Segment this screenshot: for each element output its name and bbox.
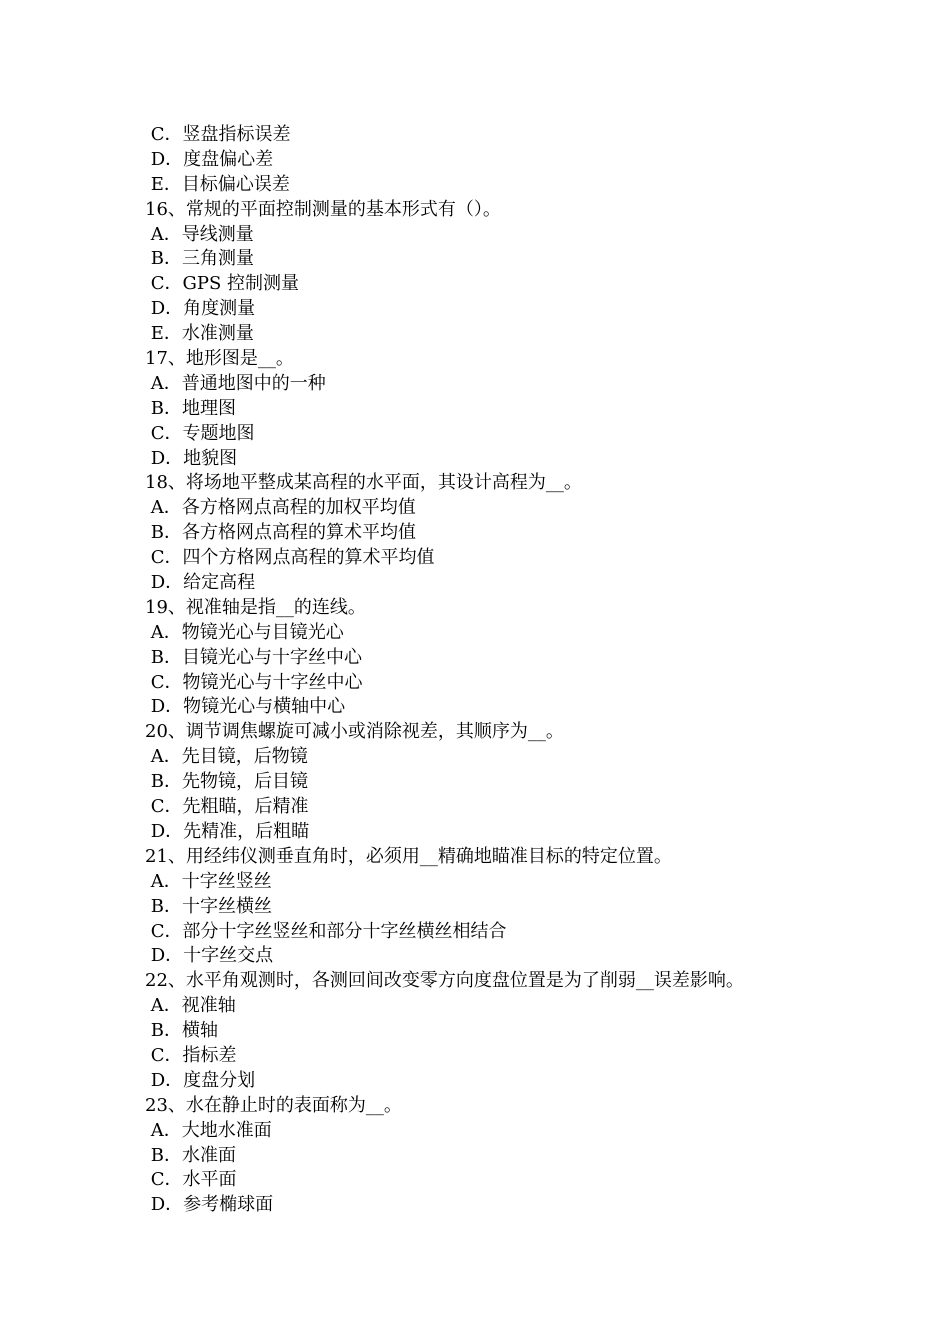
option-line: B．水准面 [145, 1144, 236, 1166]
option-line: D．物镜光心与横轴中心 [145, 696, 346, 718]
option-line: A．先目镜，后物镜 [145, 746, 308, 768]
question-23: 23、水在静止时的表面称为__。 [145, 1094, 402, 1116]
option-line: C．先粗瞄，后精准 [145, 796, 309, 818]
option-line: B．十字丝横丝 [145, 895, 272, 917]
option-line: B．三角测量 [145, 248, 254, 270]
question-19: 19、视准轴是指__的连线。 [145, 596, 366, 618]
option-line: D．十字丝交点 [145, 945, 274, 967]
option-line: B．地理图 [145, 397, 236, 419]
option-line: B．横轴 [145, 1020, 218, 1042]
option-line: C．专题地图 [145, 422, 255, 444]
option-line: D．地貌图 [145, 447, 238, 469]
option-line: C．GPS 控制测量 [145, 273, 300, 295]
option-line: A．十字丝竖丝 [145, 870, 272, 892]
text-line: E．目标偏心误差 [145, 173, 290, 195]
option-line: B．先物镜，后目镜 [145, 771, 308, 793]
option-line: C．四个方格网点高程的算术平均值 [145, 547, 435, 569]
text-line: D．度盘偏心差 [145, 148, 274, 170]
option-line: D．参考椭球面 [145, 1194, 274, 1216]
question-list [145, 123, 845, 1218]
option-line: C．指标差 [145, 1044, 237, 1066]
option-line: A．各方格网点高程的加权平均值 [145, 497, 416, 519]
option-line: B．目镜光心与十字丝中心 [145, 646, 362, 668]
option-line: A．普通地图中的一种 [145, 372, 326, 394]
question-20: 20、调节调焦螺旋可减小或消除视差，其顺序为__。 [145, 721, 564, 743]
option-line: D．角度测量 [145, 298, 256, 320]
question-22: 22、水平角观测时，各测回间改变零方向度盘位置是为了削弱__误差影响。 [145, 970, 744, 992]
question-18: 18、将场地平整成某高程的水平面，其设计高程为__。 [145, 472, 582, 494]
option-line: C．水平面 [145, 1169, 237, 1191]
option-line: B．各方格网点高程的算术平均值 [145, 522, 416, 544]
option-line: D．度盘分划 [145, 1069, 256, 1091]
option-line: E．水准测量 [145, 323, 254, 345]
text-line: C．竖盘指标误差 [145, 124, 291, 145]
option-line: D．先精准，后粗瞄 [145, 820, 310, 842]
question-21: 21、用经纬仪测垂直角时，必须用__精确地瞄准目标的特定位置。 [145, 845, 672, 867]
option-line: A．大地水准面 [145, 1119, 272, 1141]
question-16: 16、常规的平面控制测量的基本形式有（）。 [145, 198, 501, 220]
option-line: A．物镜光心与目镜光心 [145, 621, 344, 643]
option-line: C．部分十字丝竖丝和部分十字丝横丝相结合 [145, 920, 507, 942]
option-line: A．导线测量 [145, 223, 254, 245]
option-line: D．给定高程 [145, 572, 256, 594]
question-17: 17、地形图是__。 [145, 348, 294, 370]
option-line: C．物镜光心与十字丝中心 [145, 671, 363, 693]
option-line: A．视准轴 [145, 995, 236, 1017]
